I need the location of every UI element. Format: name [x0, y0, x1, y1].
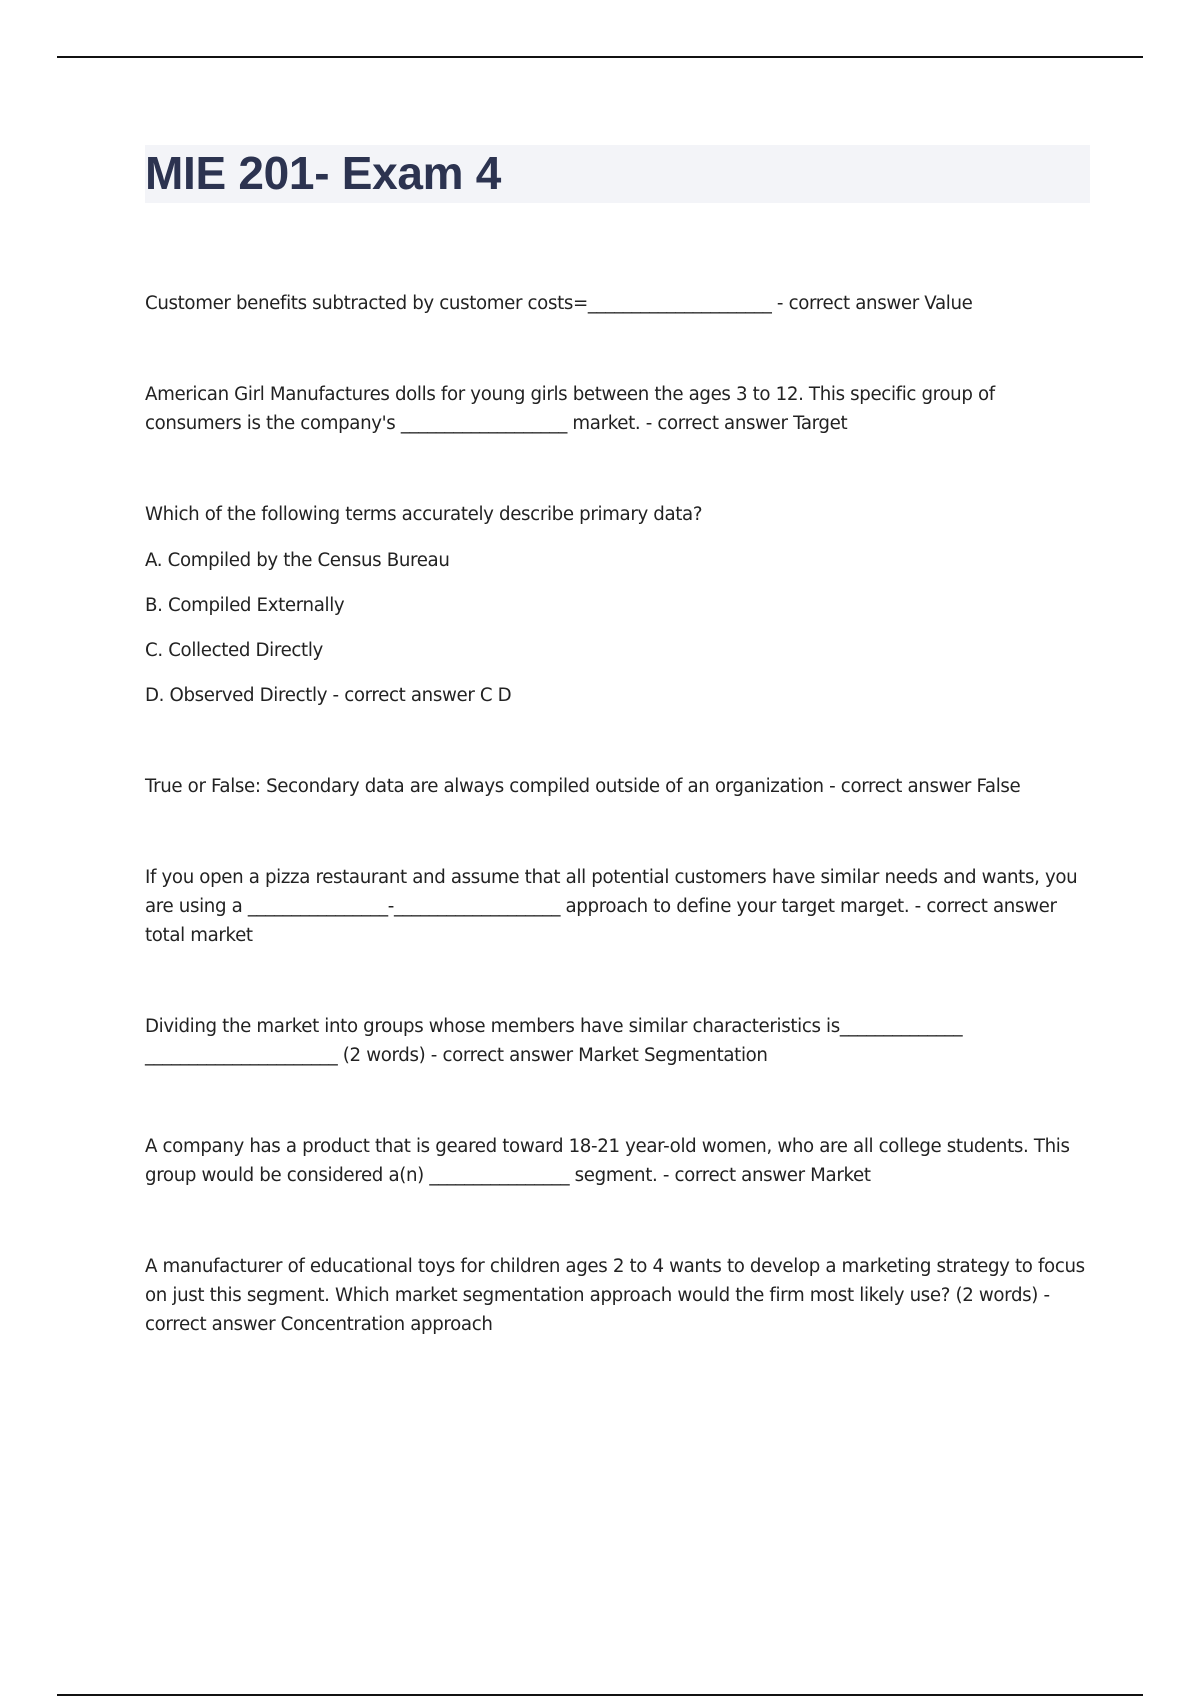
- question-item: [145, 863, 1090, 950]
- question-item: [145, 1252, 1090, 1339]
- question-text: A manufacturer of educational toys for children ages 2 to 4 wants to develop a marketing strategy to focus on just this segment. Which market segmentation approach would the firm most likely use? (2 words) - correct answer Concentration approach: [145, 1256, 1085, 1335]
- question-text: American Girl Manufactures dolls for young girls between the ages 3 to 12. This specific group of consumers is the company's ___________________ market. - correct answer Target: [145, 384, 995, 434]
- bottom-divider: [57, 1694, 1143, 1696]
- question-list: [145, 289, 1090, 1401]
- question-item: [145, 500, 1090, 710]
- question-text: Which of the following terms accurately describe primary data?: [145, 504, 703, 525]
- question-text: Customer benefits subtracted by customer costs=_____________________ - correct answer Value: [145, 293, 973, 314]
- question-text: Dividing the market into groups whose members have similar characteristics is______________ ______________________ (2 words) - correct answer Market Segmentation: [145, 1016, 963, 1066]
- question-text: If you open a pizza restaurant and assume that all potential customers have similar needs and wants, you are using a ________________-___________________ approach to define your target marget. - correct answer total market: [145, 867, 1078, 946]
- answer-option: D. Observed Directly - correct answer C D: [145, 685, 512, 706]
- question-text: True or False: Secondary data are always compiled outside of an organization - correct answer False: [145, 776, 1021, 797]
- top-divider: [57, 56, 1143, 58]
- page-title: MIE 201- Exam 4: [145, 147, 502, 199]
- answer-options: [145, 546, 1090, 710]
- answer-option: C. Collected Directly: [145, 640, 323, 661]
- question-item: [145, 1132, 1090, 1190]
- question-item: [145, 1012, 1090, 1070]
- question-item: [145, 772, 1090, 801]
- answer-option: A. Compiled by the Census Bureau: [145, 550, 450, 571]
- question-item: [145, 289, 1090, 318]
- question-item: [145, 380, 1090, 438]
- question-text: A company has a product that is geared toward 18-21 year-old women, who are all college students. This group would be considered a(n) ________________ segment. - correct answer Market: [145, 1136, 1070, 1186]
- answer-option: B. Compiled Externally: [145, 595, 345, 616]
